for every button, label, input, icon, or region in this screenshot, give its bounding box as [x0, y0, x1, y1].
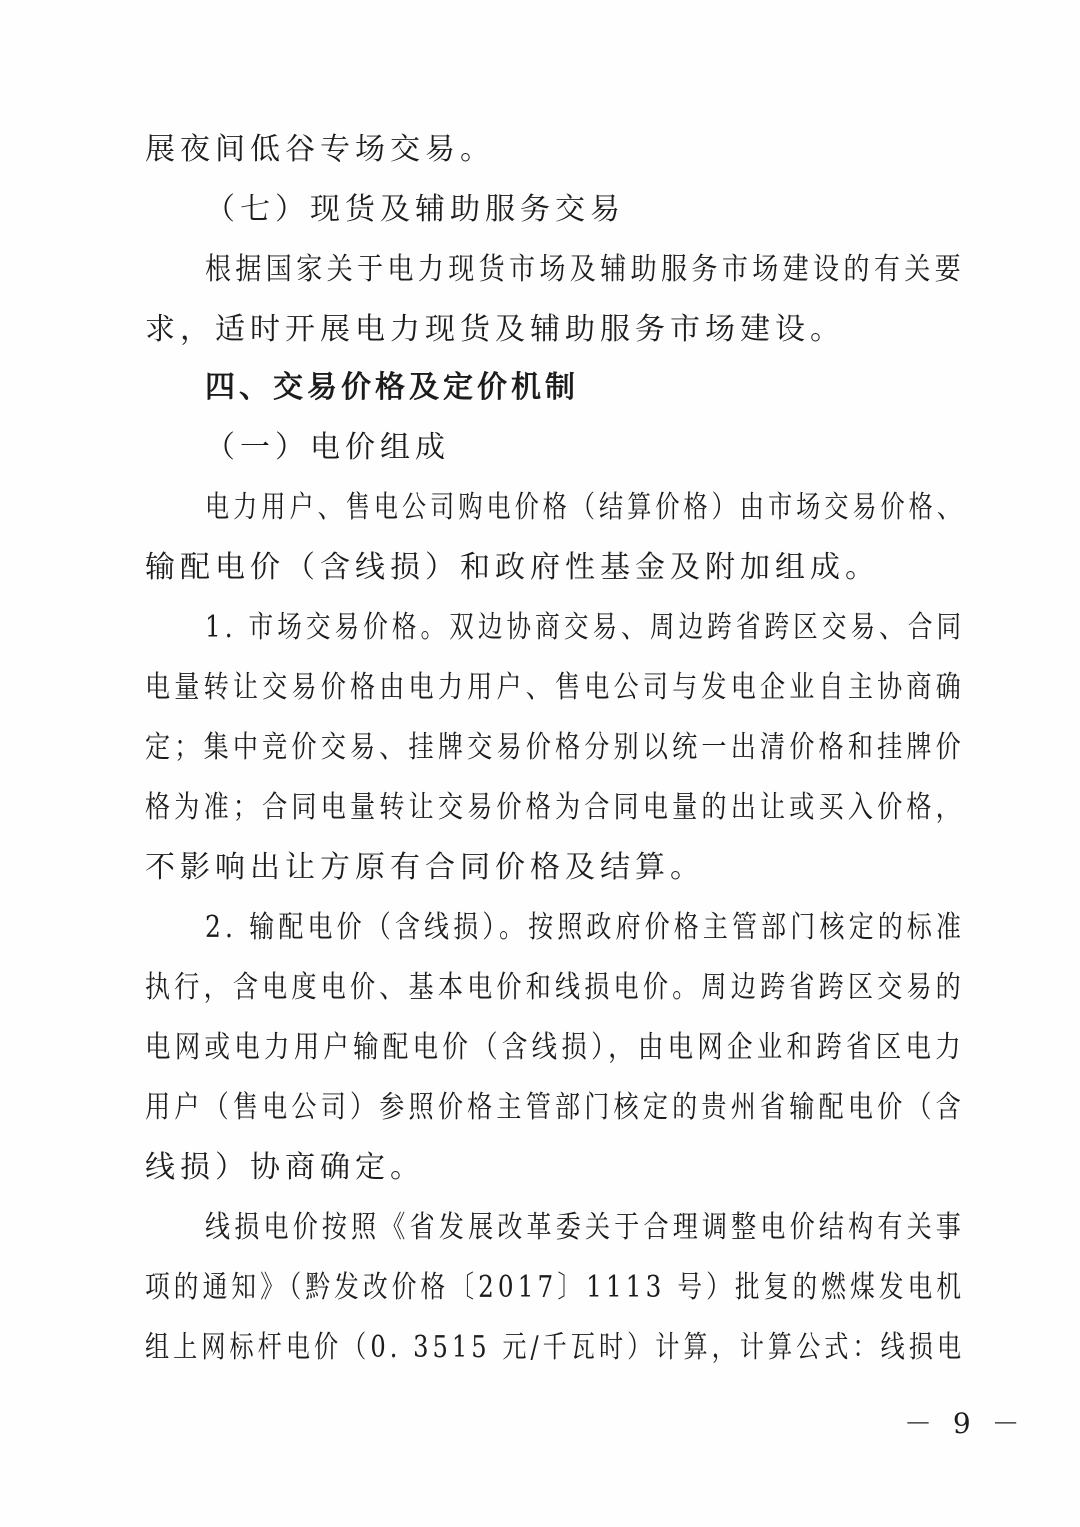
text-line: 项的通知》（黔发改价格〔2017〕1113 号）批复的燃煤发电机 — [145, 1270, 966, 1305]
text-line: 线损）协商确定。 — [145, 1150, 425, 1185]
text-line: 不影响出让方原有合同价格及结算。 — [145, 850, 705, 885]
text-line: 电力用户、售电公司购电价格（结算价格）由市场交易价格、 — [205, 490, 965, 525]
page-number: － 9 － — [904, 1407, 1026, 1440]
text-line: 1. 市场交易价格。双边协商交易、周边跨省跨区交易、合同 — [205, 610, 966, 645]
text-line: 电量转让交易价格由电力用户、售电公司与发电企业自主协商确 — [145, 670, 965, 705]
text-line: 定；集中竞价交易、挂牌交易价格分别以统一出清价格和挂牌价 — [145, 730, 965, 765]
section-heading: 四、交易价格及定价机制 — [205, 370, 579, 405]
text-line: 展夜间低谷专场交易。 — [145, 132, 495, 167]
subsection-heading: （一）电价组成 — [205, 430, 450, 465]
text-line: 求，适时开展电力现货及辅助服务市场建设。 — [145, 312, 845, 347]
subsection-heading: （七）现货及辅助服务交易 — [205, 192, 625, 227]
text-line: 电网或电力用户输配电价（含线损），由电网企业和跨省区电力 — [145, 1030, 965, 1065]
text-line: 2. 输配电价（含线损）。按照政府价格主管部门核定的标准 — [205, 910, 966, 945]
text-line: 组上网标杆电价（0. 3515 元/千瓦时）计算，计算公式：线损电 — [145, 1330, 966, 1365]
text-line: 执行，含电度电价、基本电价和线损电价。周边跨省跨区交易的 — [145, 970, 965, 1005]
text-line: 输配电价（含线损）和政府性基金及附加组成。 — [145, 550, 880, 585]
text-line: 线损电价按照《省发展改革委关于合理调整电价结构有关事 — [205, 1210, 966, 1245]
text-line: 格为准；合同电量转让交易价格为合同电量的出让或买入价格， — [145, 790, 965, 825]
text-line: 用户（售电公司）参照价格主管部门核定的贵州省输配电价（含 — [145, 1090, 965, 1125]
text-line: 根据国家关于电力现货市场及辅助服务市场建设的有关要 — [205, 252, 966, 287]
